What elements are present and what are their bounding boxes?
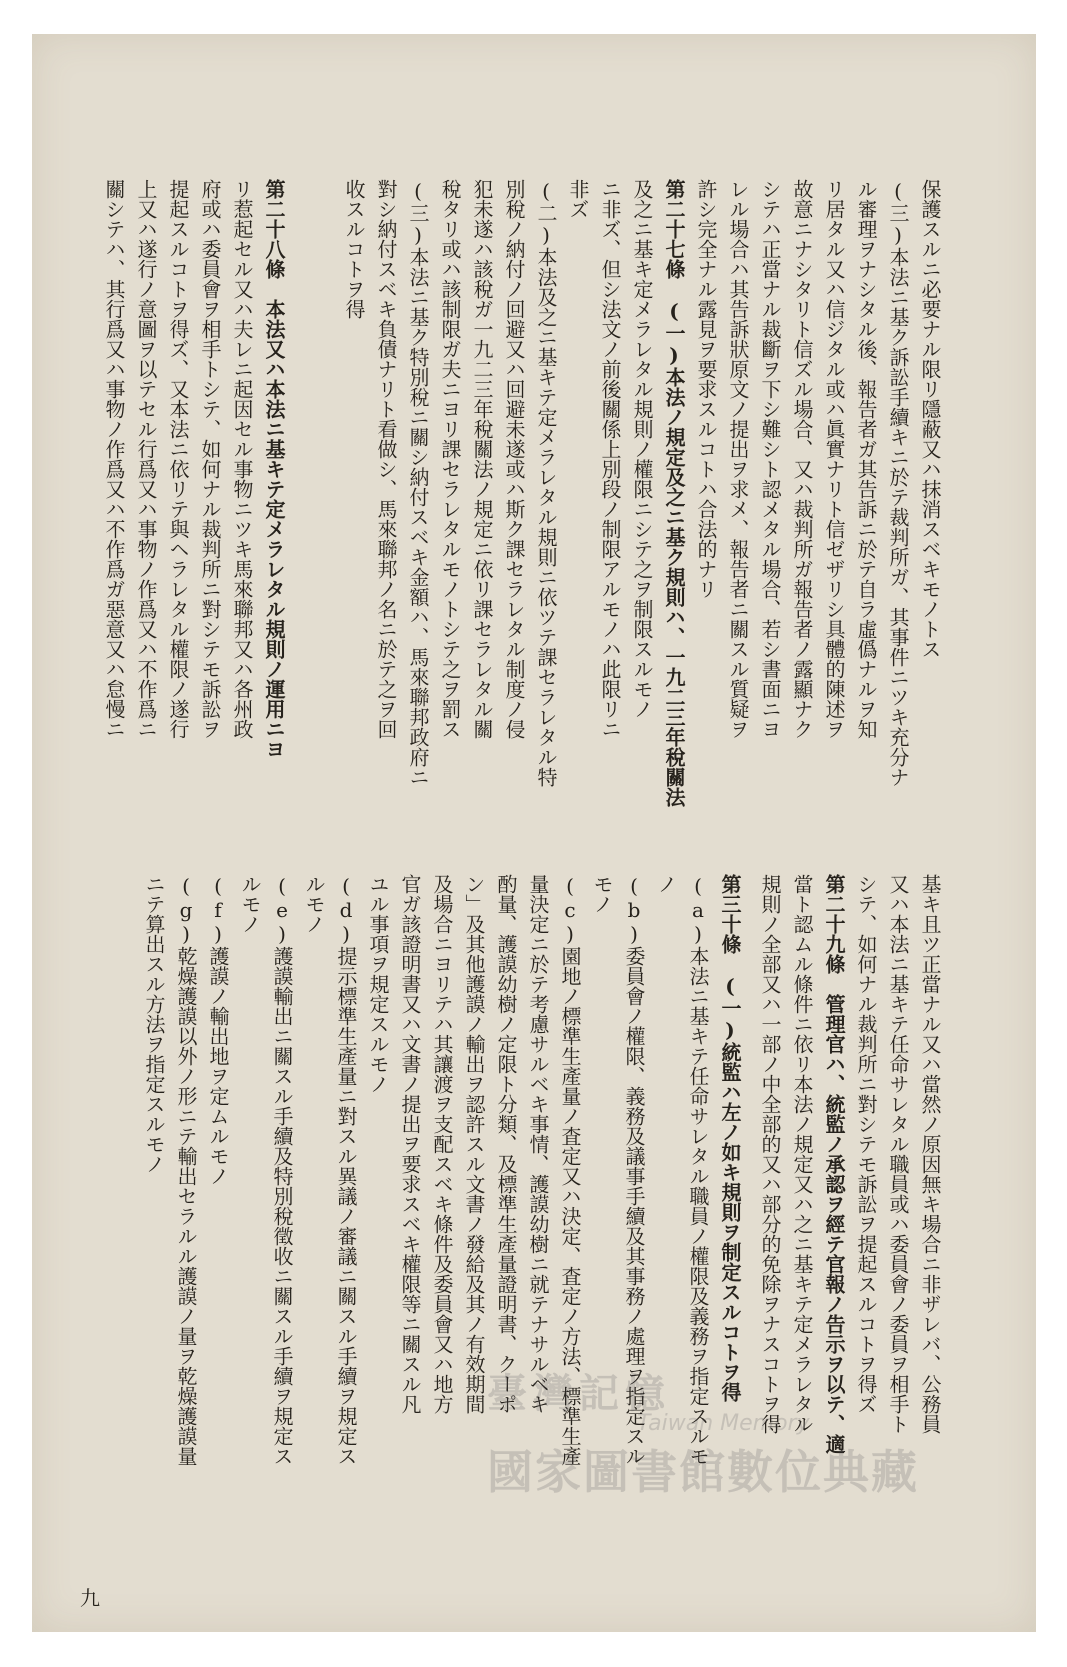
text-column: 量決定ニ於テ考慮サルベキ事情、護謨幼樹ニ就テナサルベキ — [526, 874, 550, 1414]
text-column: 及場合ニヨリテハ其讓渡ヲ支配スベキ條件及委員會又ハ地方 — [430, 874, 454, 1414]
text-column: 又ハ本法ニ基キテ任命サレタル職員或ハ委員會ノ委員ヲ相手ト — [886, 874, 910, 1434]
text-column: 收スルコトヲ得 — [342, 179, 366, 319]
text-column: ニテ算出スル方法ヲ指定スルモノ — [142, 874, 166, 1174]
text-column: (三)本法ニ基ク訴訟手續キニ於テ裁判所ガ、其事件ニツキ充分ナ — [886, 179, 910, 787]
text-column: (二)本法及之ニ基キテ定メラレタル規則ニ依ツテ課セラレタル特 — [534, 179, 558, 787]
text-column: 稅タリ或ハ該制限ガ夫ニヨリ課セラレタルモノトシテ之ヲ罰ス — [438, 179, 462, 739]
text-column: 對シ納付スベキ負債ナリト看做シ、馬來聯邦ノ名ニ於テ之ヲ回 — [374, 179, 398, 739]
text-column: 故意ニナシタリト信ズル場合、又ハ裁判所ガ報告者ノ露顯ナク — [790, 179, 814, 739]
article-28-heading-column: 第二十八條 本法又ハ本法ニ基キテ定メラレタル規則ノ運用ニヨ — [262, 179, 286, 759]
text-column: 當ト認ムル條件ニ依リ本法ノ規定又ハ之ニ基キテ定メラレタル — [790, 874, 814, 1434]
text-column: 官ガ該證明書又ハ文書ノ提出ヲ要求スベキ權限等ニ關スル凡 — [398, 874, 422, 1414]
text-column: ルモノ — [238, 874, 262, 934]
text-column: (c)園地ノ標準生產量ノ査定又ハ決定、査定ノ方法、標準生產 — [558, 874, 582, 1466]
watermark-line2: Taiwan Memory — [637, 1411, 810, 1436]
text-column: シテハ正當ナル裁斷ヲ下シ難シト認メタル場合、若シ書面ニヨ — [758, 179, 782, 739]
text-column: (d)提示標準生產量ニ對スル異議ノ審議ニ關スル手續ヲ規定ス — [334, 874, 358, 1466]
text-column: 保護スルニ必要ナル限リ隱蔽又ハ抹消スベキモノトス — [918, 179, 942, 659]
text-column: ノ — [654, 874, 678, 894]
text-column: レル場合ハ其告訴狀原文ノ提出ヲ求メ、報告者ニ關スル質疑ヲ — [726, 179, 750, 739]
watermark-line1: 臺灣記憶 — [487, 1371, 671, 1417]
text-column: ルモノ — [302, 874, 326, 934]
text-column: 犯未遂ハ該稅ガ一九二三年稅關法ノ規定ニ依リ課セラレタル關 — [470, 179, 494, 739]
article-27-heading-column: 第二十七條 (一)本法ノ規定及之ニ基ク規則ハ、一九二三年稅關法 — [662, 179, 686, 807]
page-number: 九 — [80, 1586, 100, 1610]
article-29-heading-column: 第二十九條 管理官ハ、統監ノ承認ヲ經テ官報ノ告示ヲ以テ、適 — [822, 874, 846, 1454]
text-column: ル審理ヲナシタル後、報告者ガ其告訴ニ於テ自ラ虛僞ナルヲ知 — [854, 179, 878, 739]
text-column: ユル事項ヲ規定スルモノ — [366, 874, 390, 1094]
text-column: 關シテハ、其行爲又ハ事物ノ作爲又ハ不作爲ガ惡意又ハ怠慢ニ — [102, 179, 126, 739]
document-page — [32, 34, 1036, 1632]
text-column: モノ — [590, 874, 614, 914]
text-column: リ惹起セル又ハ夫レニ起因セル事物ニツキ馬來聯邦又ハ各州政 — [230, 179, 254, 739]
text-column: (a)本法ニ基キテ任命サレタル職員ノ權限及義務ヲ指定スルモ — [686, 874, 710, 1466]
text-column: 府或ハ委員會ヲ相手トシテ、如何ナル裁判所ニ對シテモ訴訟ヲ — [198, 179, 222, 739]
text-column: ニ非ズ、但シ法文ノ前後關係上別段ノ制限アルモノハ此限リニ — [598, 179, 622, 739]
text-column: 及之ニ基キ定メラレタル規則ノ權限ニシテ之ヲ制限スルモノ — [630, 179, 654, 719]
watermark-line3: 國家圖書館數位典藏 — [487, 1445, 919, 1499]
text-column: 規則ノ全部又ハ一部ノ中全部的又ハ部分的免除ヲナスコトヲ得 — [758, 874, 782, 1434]
text-column: (三)本法ニ基ク特別稅ニ關シ納付スベキ金額ハ、馬來聯邦政府ニ — [406, 179, 430, 787]
text-column: 別稅ノ納付ノ回避又ハ回避未遂或ハ斯ク課セラレタル制度ノ侵 — [502, 179, 526, 739]
text-column: (b)委員會ノ權限、義務及議事手續及其事務ノ處理ヲ指定スル — [622, 874, 646, 1466]
text-column: シテ、如何ナル裁判所ニ對シテモ訴訟ヲ提起スルコトヲ得ズ — [854, 874, 878, 1414]
text-column: (e)護謨輸出ニ關スル手續及特別稅徵收ニ關スル手續ヲ規定ス — [270, 874, 294, 1466]
text-column: 非ズ — [566, 179, 590, 219]
text-column: 許シ完全ナル露見ヲ要求スルコトハ合法的ナリ — [694, 179, 718, 599]
text-column: (f)護謨ノ輸出地ヲ定ムルモノ — [206, 874, 230, 1186]
text-column: (g)乾燥護謨以外ノ形ニテ輸出セラルル護謨ノ量ヲ乾燥護謨量 — [174, 874, 198, 1466]
text-column: 基キ且ツ正當ナル又ハ當然ノ原因無キ場合ニ非ザレバ、公務員 — [918, 874, 942, 1434]
text-column: 提起スルコトヲ得ズ、又本法ニ依リテ與ヘラレタル權限ノ遂行 — [166, 179, 190, 739]
text-column: 上又ハ遂行ノ意圖ヲ以テセル行爲又ハ事物ノ作爲又ハ不作爲ニ — [134, 179, 158, 739]
article-30-heading-column: 第三十條 (一)統監ハ左ノ如キ規則ヲ制定スルコトヲ得 — [718, 874, 742, 1402]
text-column: ン」及其他護謨ノ輸出ヲ認許スル文書ノ發給及其ノ有效期間 — [462, 874, 486, 1414]
text-column: 酌量、護謨幼樹ノ定限ト分類、及標準生產量證明書、クーポ — [494, 874, 518, 1414]
text-column: リ居タル又ハ信ジタル或ハ眞實ナリト信ゼザリシ具體的陳述ヲ — [822, 179, 846, 739]
